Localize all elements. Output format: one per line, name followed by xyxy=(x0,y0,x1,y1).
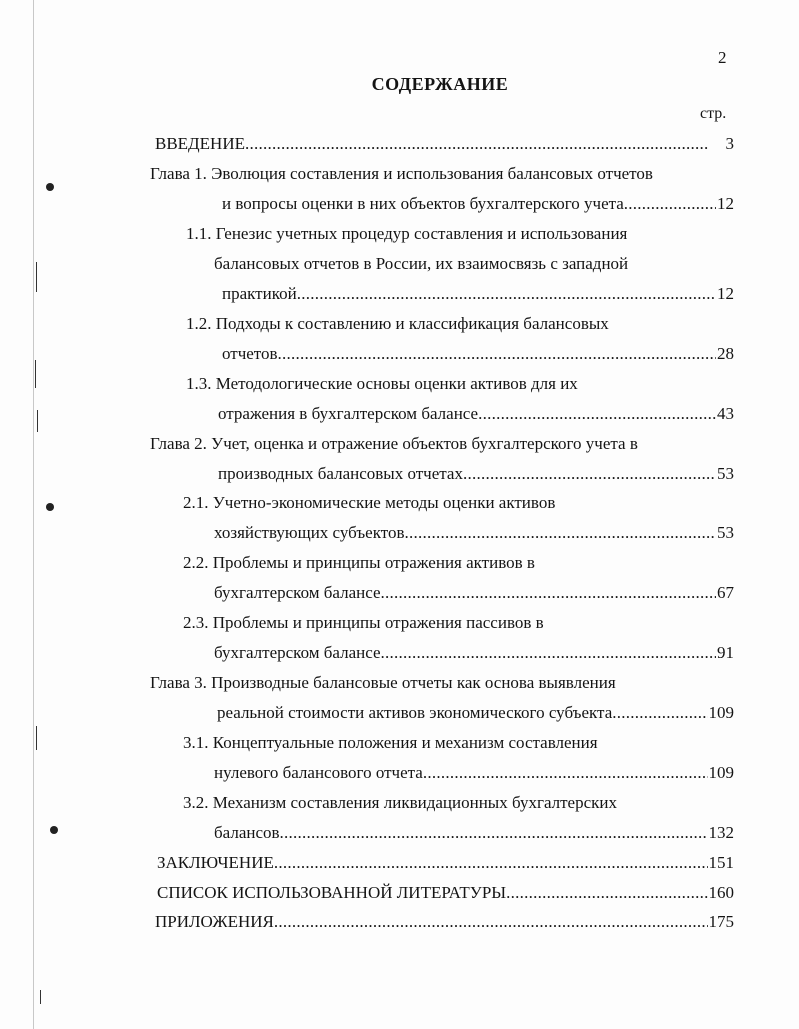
toc-entry-title: ВВЕДЕНИЕ xyxy=(155,134,245,153)
toc-entry-chapter-2[interactable] xyxy=(218,463,734,485)
leader-dots xyxy=(381,582,716,604)
scan-artifact xyxy=(36,726,37,750)
toc-page-ref: 109 xyxy=(708,763,734,782)
toc-section-1-2-title[interactable]: 1.2. Подходы к составлению и классификация балансовых xyxy=(186,314,609,333)
toc-chapter-1-title[interactable]: Глава 1. Эволюция составления и использования балансовых отчетов xyxy=(150,164,653,183)
toc-page-ref: 28 xyxy=(717,344,734,363)
toc-entry-appendix[interactable] xyxy=(155,911,734,933)
toc-entry-title: хозяйствующих субъектов xyxy=(214,523,405,542)
toc-page-ref: 109 xyxy=(708,703,734,722)
pages-column-label: стр. xyxy=(700,105,727,122)
scan-artifact xyxy=(40,990,41,1004)
toc-entry-title: СПИСОК ИСПОЛЬЗОВАННОЙ ЛИТЕРАТУРЫ xyxy=(157,883,507,902)
toc-entry-title: и вопросы оценки в них объектов бухгалтерского учета xyxy=(222,194,624,213)
scan-artifact xyxy=(35,360,36,388)
toc-entry-title: балансов xyxy=(214,823,280,842)
toc-entry-intro[interactable] xyxy=(155,133,734,155)
toc-page-ref: 53 xyxy=(717,523,734,542)
binding-hole-mark xyxy=(46,183,54,191)
scan-edge-line xyxy=(33,0,34,1029)
toc-entry-section-2-1[interactable] xyxy=(214,522,734,544)
toc-section-2-2-title[interactable]: 2.2. Проблемы и принципы отражения активов в xyxy=(183,553,535,572)
toc-entry-section-3-2[interactable] xyxy=(214,822,734,844)
leader-dots xyxy=(612,702,707,724)
toc-entry-chapter-1[interactable] xyxy=(222,193,734,215)
leader-dots xyxy=(624,193,716,215)
toc-section-1-1-title[interactable]: 1.1. Генезис учетных процедур составления и использования xyxy=(186,224,628,243)
toc-entry-title: нулевого балансового отчета xyxy=(214,763,423,782)
toc-page-ref: 151 xyxy=(708,853,734,872)
toc-section-1-1-title-cont[interactable]: балансовых отчетов в России, их взаимосвязь с западной xyxy=(214,254,629,273)
toc-page-ref: 12 xyxy=(717,194,734,213)
toc-entry-title: отражения в бухгалтерском балансе xyxy=(218,404,479,423)
binding-hole-mark xyxy=(50,826,58,834)
toc-page-ref: 132 xyxy=(708,823,734,842)
toc-entry-chapter-3[interactable] xyxy=(217,702,734,724)
toc-entry-title: бухгалтерском балансе xyxy=(214,643,381,662)
leader-dots xyxy=(274,911,708,933)
toc-entry-section-1-2[interactable] xyxy=(222,343,734,365)
toc-page-ref: 53 xyxy=(717,464,734,483)
toc-section-2-1-title[interactable]: 2.1. Учетно-экономические методы оценки активов xyxy=(183,493,556,512)
leader-dots xyxy=(274,852,708,874)
leader-dots xyxy=(245,133,725,155)
toc-entry-title: производных балансовых отчетах xyxy=(218,464,463,483)
leader-dots xyxy=(404,522,716,544)
page-title: СОДЕРЖАНИЕ xyxy=(371,74,509,94)
toc-entry-section-2-2[interactable] xyxy=(214,582,734,604)
toc-entry-section-1-3[interactable] xyxy=(218,403,734,425)
toc-entry-title: реальной стоимости активов экономического субъекта xyxy=(217,703,613,722)
scan-artifact xyxy=(37,410,38,432)
binding-hole-mark xyxy=(46,503,54,511)
toc-section-3-2-title[interactable]: 3.2. Механизм составления ликвидационных бухгалтерских xyxy=(183,793,618,812)
toc-page-ref: 175 xyxy=(708,912,734,931)
leader-dots xyxy=(423,762,708,784)
toc-entry-title: ПРИЛОЖЕНИЯ xyxy=(155,912,274,931)
toc-section-1-3-title[interactable]: 1.3. Методологические основы оценки активов для их xyxy=(186,374,578,393)
toc-entry-title: практикой xyxy=(222,284,297,303)
toc-entry-references[interactable] xyxy=(157,882,734,904)
toc-entry-section-1-1[interactable] xyxy=(222,283,734,305)
leader-dots xyxy=(280,822,708,844)
toc-page-ref: 43 xyxy=(717,404,734,423)
toc-page-ref: 160 xyxy=(708,883,734,902)
toc-chapter-2-title[interactable]: Глава 2. Учет, оценка и отражение объектов бухгалтерского учета в xyxy=(150,434,638,453)
toc-entry-section-2-3[interactable] xyxy=(214,642,734,664)
toc-entry-section-3-1[interactable] xyxy=(214,762,734,784)
toc-page-ref: 67 xyxy=(717,583,734,602)
leader-dots xyxy=(278,343,716,365)
toc-entry-title: ЗАКЛЮЧЕНИЕ xyxy=(157,853,274,872)
leader-dots xyxy=(506,882,707,904)
page-number: 2 xyxy=(718,48,727,67)
toc-page-ref: 3 xyxy=(725,134,734,153)
leader-dots xyxy=(463,463,716,485)
toc-entry-title: отчетов xyxy=(222,344,278,363)
leader-dots xyxy=(297,283,716,305)
toc-page-ref: 91 xyxy=(717,643,734,662)
leader-dots xyxy=(478,403,716,425)
toc-entry-title: бухгалтерском балансе xyxy=(214,583,381,602)
leader-dots xyxy=(381,642,716,664)
toc-section-3-1-title[interactable]: 3.1. Концептуальные положения и механизм составления xyxy=(183,733,598,752)
scan-artifact xyxy=(36,262,37,292)
toc-page-ref: 12 xyxy=(717,284,734,303)
toc-section-2-3-title[interactable]: 2.3. Проблемы и принципы отражения пассивов в xyxy=(183,613,544,632)
toc-chapter-3-title[interactable]: Глава 3. Производные балансовые отчеты как основа выявления xyxy=(150,673,616,692)
toc-entry-conclusion[interactable] xyxy=(157,852,734,874)
